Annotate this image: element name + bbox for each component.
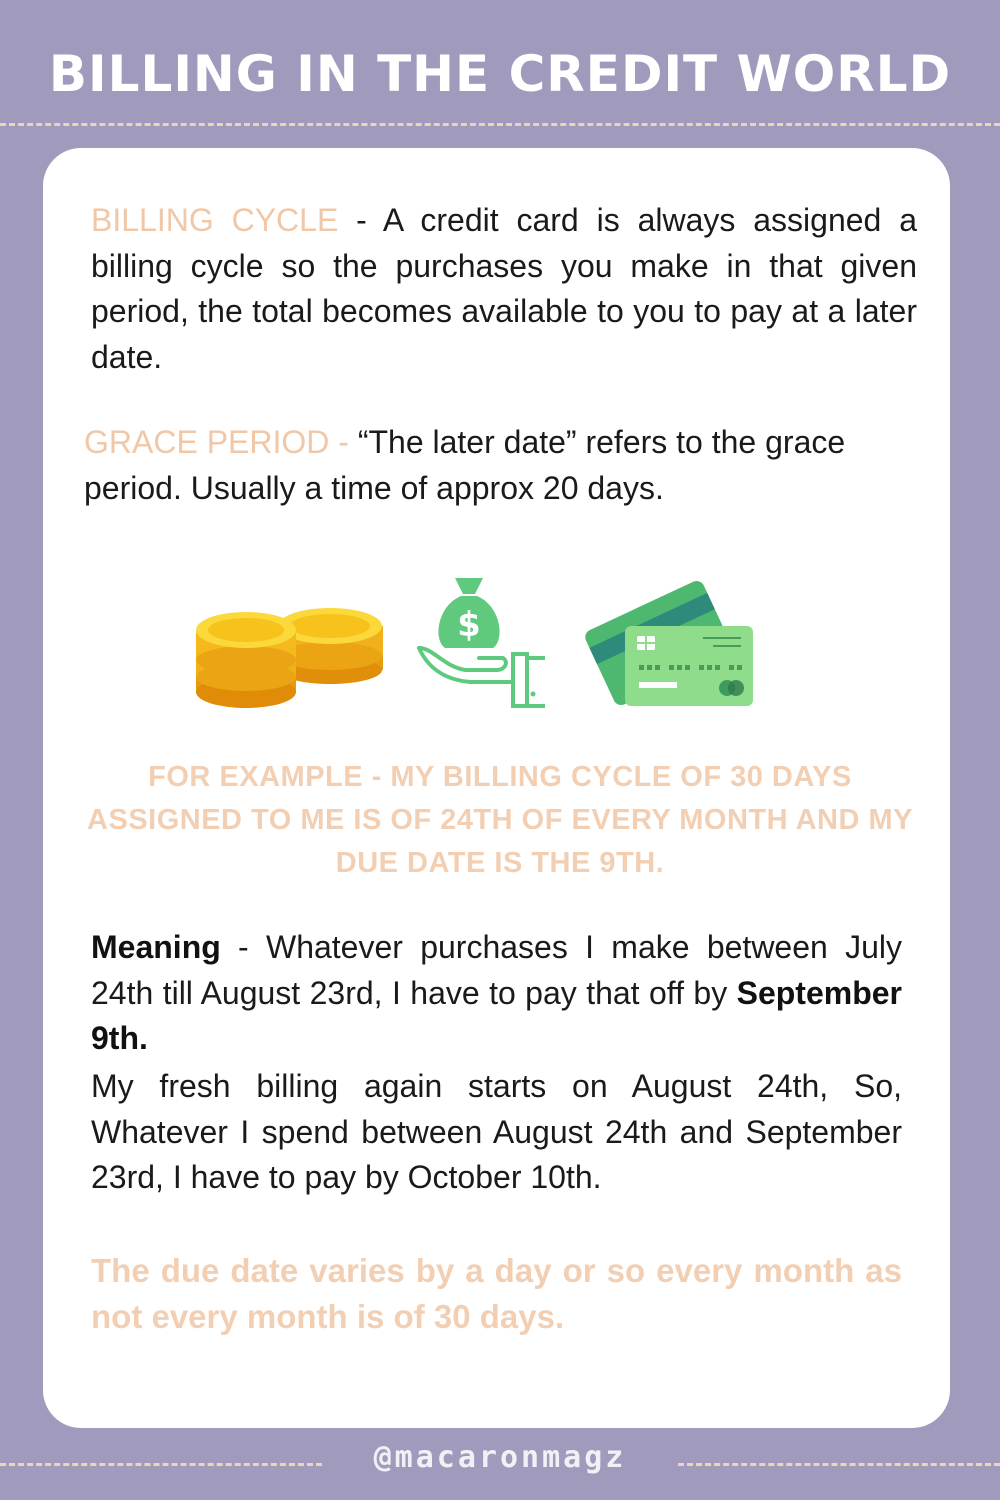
due-date-note: The due date varies by a day or so every month as not every month is of 30 days. (91, 1252, 902, 1335)
footer-handle: @macaronmagz (373, 1440, 627, 1475)
fresh-billing-text: My fresh billing again starts on August 24th, So, Whatever I spend between August 24th and September 23rd, I have to pay by October 10th. (91, 1068, 902, 1195)
billing-cycle-term: BILLING CYCLE (91, 202, 339, 238)
billing-cycle-paragraph (91, 198, 917, 380)
grace-period-paragraph (84, 420, 914, 511)
example-line-1: FOR EXAMPLE - MY BILLING CYCLE OF 30 DAYS (148, 761, 852, 793)
meaning-text: - Whatever purchases I make between July 24th till August 23rd, I have to pay that off by (91, 929, 902, 1011)
fresh-billing-paragraph (91, 1064, 902, 1201)
credit-cards-icon (583, 570, 758, 710)
example-line-3: DUE DATE IS THE 9TH. (335, 847, 665, 879)
svg-text:$: $ (457, 605, 481, 645)
header-divider (0, 123, 1000, 126)
page-title: BILLING IN THE CREDIT WORLD (48, 45, 952, 103)
billing-cycle-text: - A credit card is always assigned a billing cycle so the purchases you make in that given period, the total becomes available to you to pay at a later date. (91, 202, 918, 375)
gold-coins-icon (193, 600, 388, 715)
money-bag-hand-icon (413, 570, 553, 710)
grace-period-text: “The later date” refers to the grace period. Usually a time of approx 20 days. (84, 424, 846, 506)
meaning-due-date: September 9th. (91, 974, 902, 1056)
example-statement (0, 756, 1000, 885)
example-line-2: ASSIGNED TO ME IS OF 24TH OF EVERY MONTH AND MY (87, 804, 913, 836)
meaning-label: Meaning (91, 929, 221, 965)
meaning-paragraph (91, 925, 902, 1062)
grace-period-term: GRACE PERIOD - (84, 424, 358, 460)
footer-divider-right (678, 1463, 1000, 1466)
